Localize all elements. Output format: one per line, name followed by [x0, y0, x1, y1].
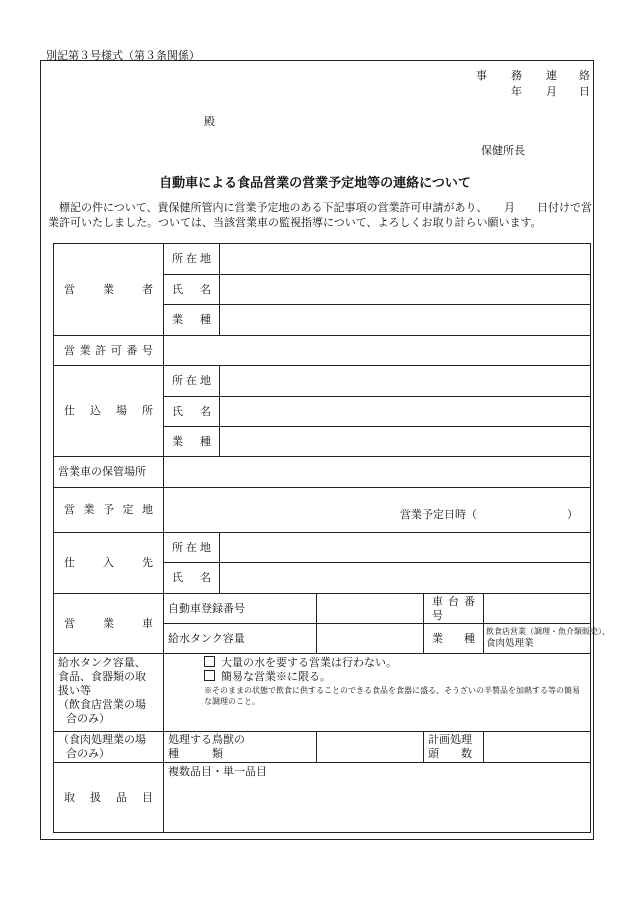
form-number-label: 別記第３号様式（第３条関係）	[46, 49, 200, 62]
tank-section-field	[164, 654, 591, 732]
vehicle-business-value: 飲食店営業（調理・魚介類販売）、 食肉処理業	[484, 624, 591, 654]
form-table	[53, 243, 610, 833]
schedule-label: 営業予定日時（	[400, 508, 477, 521]
supply-site-label: 仕込場所	[54, 366, 164, 457]
tank-capacity-label: 給水タンク容量	[164, 624, 317, 654]
sender: 保健所長	[481, 144, 525, 157]
jimu-char-1: 事	[476, 69, 487, 82]
jimu-char-4: 絡	[579, 69, 590, 82]
planned-site-label: 営業予定地	[54, 488, 164, 533]
tank-section-label: 給水タンク容量、 食品、食器類の取 扱い等 （飲食店営業の場 合のみ）	[54, 654, 164, 732]
tank-capacity-field[interactable]	[317, 624, 424, 654]
supply-site-business-field[interactable]	[220, 427, 591, 457]
supply-site-address-field[interactable]	[220, 366, 591, 397]
items-label: 取扱品目	[54, 763, 164, 833]
items-field[interactable]	[164, 763, 591, 833]
meat-section-label: （食肉処理業の場 合のみ）	[54, 732, 164, 763]
date-day: 日	[579, 85, 590, 98]
check-large-water[interactable]: 大量の水を要する営業は行わない。	[204, 656, 586, 670]
date-year: 年	[511, 85, 522, 98]
storage-label: 営業車の保管場所	[54, 457, 164, 488]
checkbox-icon[interactable]	[204, 670, 215, 681]
supplier-address-field[interactable]	[220, 533, 591, 563]
planned-count-field[interactable]	[484, 732, 591, 763]
body-text: 標記の件について、貴保健所管内に営業予定地のある下記事項の営業許可申請があり、 月 日付けで営業許可いたしました。ついては、当該営業車の監視指導について、よろしくお取り計らい願います。	[48, 201, 593, 229]
animal-type-label: 処理する鳥獣の 種 類	[164, 732, 317, 763]
chassis-number-label: 車台番号	[424, 594, 484, 624]
jimu-char-3: 連	[546, 69, 557, 82]
supplier-name-label: 氏 名	[164, 563, 220, 594]
vehicle-label: 営業車	[54, 594, 164, 654]
supply-site-address-label: 所在地	[164, 366, 220, 397]
addressee-suffix: 殿	[204, 115, 215, 128]
operator-business-field[interactable]	[220, 305, 591, 336]
supplier-label: 仕入先	[54, 533, 164, 594]
schedule-close: ）	[567, 508, 578, 521]
license-number-label: 営業許可番号	[54, 336, 164, 366]
vehicle-reg-label: 自動車登録番号	[164, 594, 317, 624]
check-simple-business[interactable]: 簡易な営業※に限る。	[204, 670, 586, 684]
chassis-number-field[interactable]	[484, 594, 591, 624]
jimu-char-2: 務	[511, 69, 522, 82]
document-title: 自動車による食品営業の営業予定地等の連絡について	[159, 176, 471, 191]
supply-site-business-label: 業 種	[164, 427, 220, 457]
items-value: 複数品目・単一品目	[168, 765, 267, 778]
operator-name-label: 氏 名	[164, 275, 220, 305]
operator-address-label: 所在地	[164, 244, 220, 275]
checkbox-icon[interactable]	[204, 656, 215, 667]
operator-address-field[interactable]	[220, 244, 591, 275]
vehicle-reg-field[interactable]	[317, 594, 424, 624]
date-month: 月	[546, 85, 557, 98]
supply-site-name-field[interactable]	[220, 397, 591, 427]
supplier-address-label: 所在地	[164, 533, 220, 563]
operator-label: 営業者	[54, 244, 164, 336]
supplier-name-field[interactable]	[220, 563, 591, 594]
operator-name-field[interactable]	[220, 275, 591, 305]
vehicle-business-label: 業 種	[424, 624, 484, 654]
planned-count-label: 計画処理 頭 数	[424, 732, 484, 763]
license-number-field[interactable]	[164, 336, 591, 366]
supply-site-name-label: 氏 名	[164, 397, 220, 427]
planned-site-field[interactable]	[164, 488, 591, 533]
operator-business-label: 業 種	[164, 305, 220, 336]
storage-field[interactable]	[164, 457, 591, 488]
note-text: ※そのままの状態で飲食に供することのできる食品を食器に盛る、そうざいの半製品を加熱する等の簡易な調理のこと。	[204, 686, 580, 706]
animal-type-field[interactable]	[317, 732, 424, 763]
